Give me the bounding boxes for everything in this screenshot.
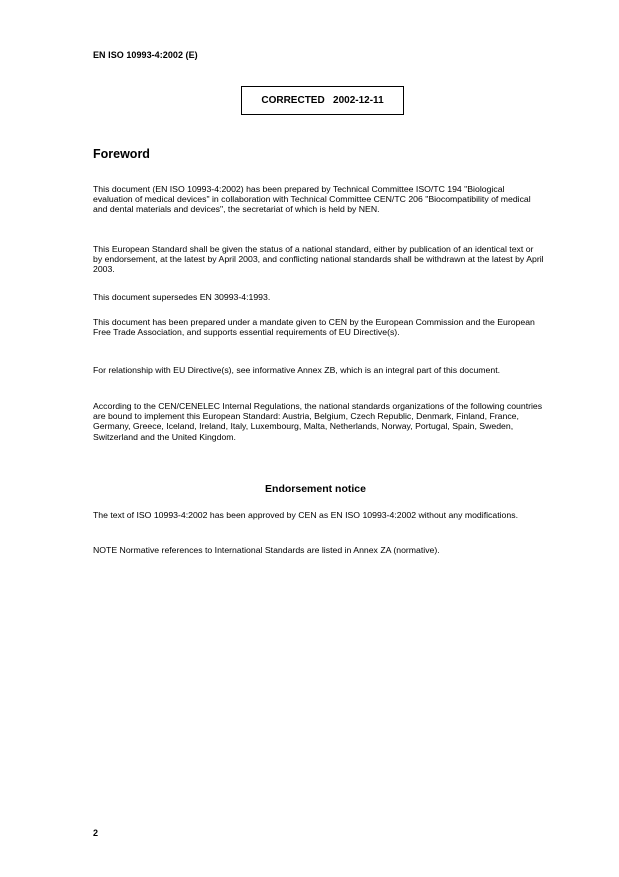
corrected-stamp: CORRECTED 2002-12-11 — [241, 86, 404, 115]
foreword-paragraph: According to the CEN/CENELEC Internal Regulations, the national standards organizations of the following countries are bound to implement this European Standard: Austria, Belgium, Czech Republic, Denmark, Finland, France, Germany, Greece, Iceland, Ireland, Italy, Luxembourg, Malta, Netherlands, Norway, Portugal, Spain, Sweden, Switzerland and the United Kingdom. — [93, 401, 543, 442]
foreword-paragraph: This document (EN ISO 10993-4:2002) has been prepared by Technical Committee ISO/TC 194 "Biological evaluation of medical devices" in collaboration with Technical Committee CEN/TC 206 "Biocompatibility of medical and dental materials and devices", the secretariat of which is held by NEN. — [93, 184, 531, 215]
page-number: 2 — [93, 828, 99, 838]
foreword-paragraph: For relationship with EU Directive(s), see informative Annex ZB, which is an integral part of this document. — [93, 365, 501, 375]
document-id-header: EN ISO 10993-4:2002 (E) — [93, 50, 198, 60]
foreword-paragraph: This document supersedes EN 30993-4:1993. — [93, 292, 271, 302]
foreword-paragraph: This European Standard shall be given the status of a national standard, either by publication of an identical text or by endorsement, at the latest by April 2003, and conflicting national standards shall be withdrawn at the latest by April 2003. — [93, 244, 544, 275]
endorsement-note: NOTE Normative references to International Standards are listed in Annex ZA (normative). — [93, 545, 440, 555]
endorsement-heading: Endorsement notice — [265, 483, 366, 495]
endorsement-text: The text of ISO 10993-4:2002 has been approved by CEN as EN ISO 10993-4:2002 without any modifications. — [93, 510, 518, 520]
foreword-paragraph: This document has been prepared under a mandate given to CEN by the European Commission and the European Free Trade Association, and supports essential requirements of EU Directive(s). — [93, 317, 535, 338]
foreword-heading: Foreword — [93, 147, 150, 161]
